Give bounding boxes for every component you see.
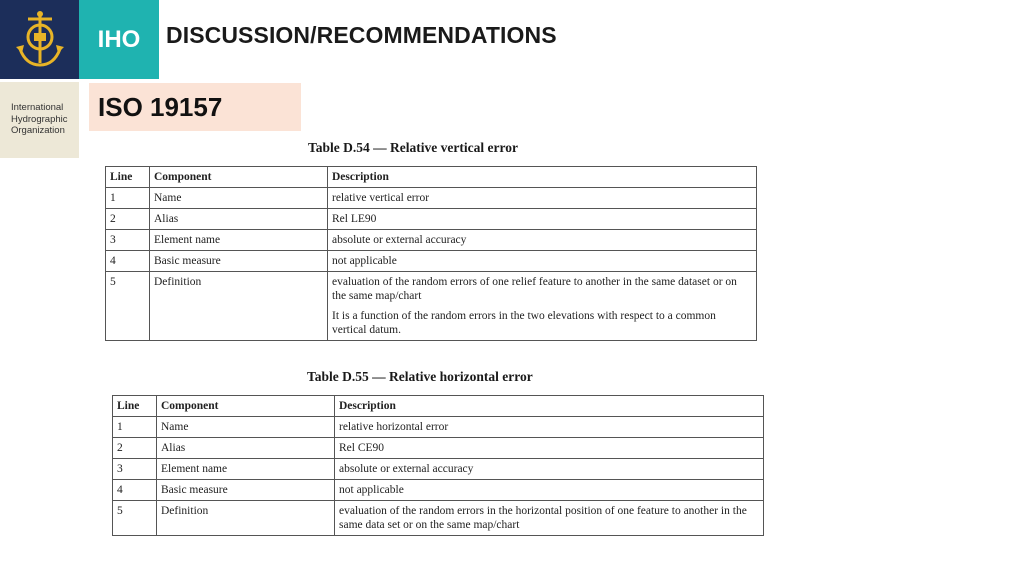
description-paragraph: not applicable xyxy=(339,484,404,496)
cell-line: 3 xyxy=(113,459,157,480)
table-row xyxy=(106,272,757,341)
description-paragraph: not applicable xyxy=(332,255,397,267)
cell-line: 2 xyxy=(106,209,150,230)
table-header xyxy=(106,167,757,188)
description-paragraph: Rel CE90 xyxy=(339,442,385,454)
logo-emblem-box xyxy=(0,0,79,79)
cell-line: 4 xyxy=(113,480,157,501)
cell-component: Name xyxy=(150,188,328,209)
table-row xyxy=(113,417,764,438)
cell-component: Element name xyxy=(157,459,335,480)
cell-line: 5 xyxy=(113,501,157,536)
table-row xyxy=(113,459,764,480)
org-line-1: International xyxy=(11,102,64,113)
table-row xyxy=(106,251,757,272)
table-caption-d55: Table D.55 — Relative horizontal error xyxy=(307,369,533,384)
table-row xyxy=(106,230,757,251)
organization-box xyxy=(0,82,79,158)
table-row xyxy=(106,209,757,230)
table-body xyxy=(113,417,764,536)
cell-component: Alias xyxy=(150,209,328,230)
description-paragraph: Rel LE90 xyxy=(332,213,377,225)
cell-component: Basic measure xyxy=(157,480,335,501)
cell-description xyxy=(328,272,757,341)
cell-line: 1 xyxy=(113,417,157,438)
table-row xyxy=(113,438,764,459)
slide-subtitle: ISO 19157 xyxy=(98,92,223,122)
description-paragraph: absolute or external accuracy xyxy=(332,234,467,246)
cell-description xyxy=(335,438,764,459)
cell-description xyxy=(335,501,764,536)
header-description: Description xyxy=(328,167,757,188)
cell-description xyxy=(328,251,757,272)
org-line-3: Organization xyxy=(11,125,65,136)
table-body xyxy=(106,188,757,341)
cell-line: 3 xyxy=(106,230,150,251)
header-component: Component xyxy=(150,167,328,188)
header-row xyxy=(106,167,757,188)
cell-component: Definition xyxy=(157,501,335,536)
description-paragraph: relative horizontal error xyxy=(339,421,449,433)
table-row xyxy=(106,188,757,209)
cell-description xyxy=(335,480,764,501)
description-paragraph: It is a function of the random errors in the two elevations with respect to a common vertical datum. xyxy=(332,310,716,336)
description-paragraph: relative vertical error xyxy=(332,192,430,204)
cell-component: Basic measure xyxy=(150,251,328,272)
cell-component: Element name xyxy=(150,230,328,251)
cell-component: Name xyxy=(157,417,335,438)
organization-name xyxy=(11,102,68,137)
header-description: Description xyxy=(335,396,764,417)
description-paragraph: evaluation of the random errors in the horizontal position of one feature to another in the same data set or on the same map/chart xyxy=(339,505,747,531)
iho-emblem-icon xyxy=(14,9,66,71)
org-line-2: Hydrographic xyxy=(11,113,68,125)
table-relative-horizontal-error xyxy=(112,395,764,536)
cell-line: 1 xyxy=(106,188,150,209)
table-row xyxy=(113,501,764,536)
cell-line: 5 xyxy=(106,272,150,341)
description-paragraph: evaluation of the random errors of one relief feature to another in the same dataset or on the same map/chart xyxy=(332,276,737,302)
header-line: Line xyxy=(106,167,150,188)
cell-description xyxy=(335,417,764,438)
table-caption-d54: Table D.54 — Relative vertical error xyxy=(308,140,518,155)
cell-line: 4 xyxy=(106,251,150,272)
cell-component: Alias xyxy=(157,438,335,459)
header-component: Component xyxy=(157,396,335,417)
cell-line: 2 xyxy=(113,438,157,459)
table-row xyxy=(113,480,764,501)
header-line: Line xyxy=(113,396,157,417)
description-paragraph: absolute or external accuracy xyxy=(339,463,474,475)
slide-title: DISCUSSION/RECOMMENDATIONS xyxy=(166,22,557,48)
cell-description xyxy=(328,230,757,251)
table-header xyxy=(113,396,764,417)
subtitle-box xyxy=(89,83,301,131)
cell-description xyxy=(335,459,764,480)
iho-logo-text: IHO xyxy=(79,0,159,79)
header-row xyxy=(113,396,764,417)
cell-component: Definition xyxy=(150,272,328,341)
table-relative-vertical-error xyxy=(105,166,757,341)
cell-description xyxy=(328,188,757,209)
cell-description xyxy=(328,209,757,230)
